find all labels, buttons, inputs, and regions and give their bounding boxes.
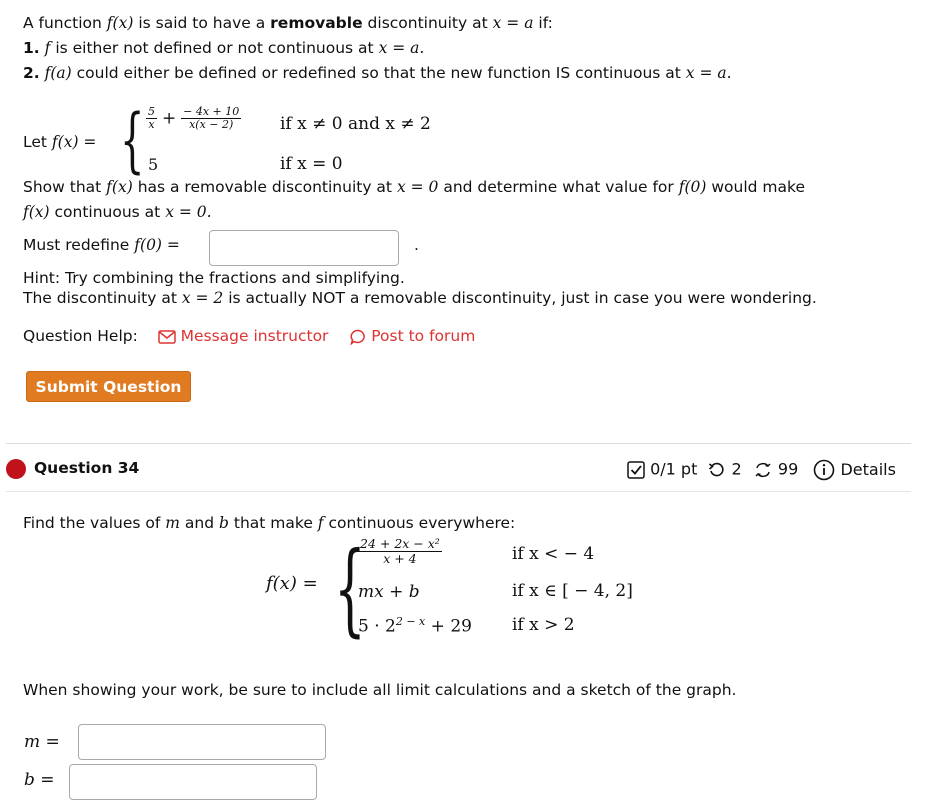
- left-brace: {: [120, 99, 145, 181]
- submit-question-button[interactable]: Submit Question: [26, 371, 191, 402]
- item-xeqa: x = a.: [685, 64, 732, 82]
- retries-count: 2: [731, 459, 742, 479]
- prompt-text: and: [184, 514, 215, 532]
- definition-item-2: [23, 64, 732, 82]
- task-xeq0: x = 0.: [165, 203, 212, 221]
- work-note: When showing your work, be sure to include all limit calculations and a sketch of the graph.: [23, 681, 737, 699]
- item-number: 2.: [23, 64, 40, 82]
- fraction-rational: [181, 106, 241, 131]
- redefine-text: Must redefine: [23, 236, 130, 254]
- definition-line: [23, 14, 553, 32]
- message-instructor-link[interactable]: [158, 327, 334, 345]
- question-title: Question 34: [34, 459, 140, 477]
- item-text: could either be defined or redefined so that the new function IS continuous at: [76, 64, 681, 82]
- def-text: A function: [23, 14, 102, 32]
- piece-2-expr: mx + b: [358, 582, 420, 602]
- let-text: Let: [23, 133, 47, 151]
- attempts-icon: [753, 461, 773, 479]
- piece-2-condition: if x = 0: [280, 154, 343, 174]
- checkbox-icon: [627, 461, 645, 479]
- hint-text: is actually NOT a removable discontinuity, just in case you were wondering.: [228, 289, 817, 307]
- let-label: [23, 133, 96, 151]
- redefine-label: [23, 236, 180, 254]
- hint-line-2: [23, 289, 817, 307]
- redefine-f0: f(0) =: [134, 236, 180, 254]
- header-divider: [6, 491, 911, 492]
- forum-link-label: Post to forum: [371, 327, 476, 345]
- prompt-text: Find the values of: [23, 514, 161, 532]
- def-fx: f(x): [106, 14, 134, 32]
- redefine-f0-input[interactable]: [209, 230, 399, 266]
- info-icon: [813, 459, 835, 481]
- task-fx: f(x): [23, 203, 50, 221]
- left-brace: {: [334, 530, 366, 647]
- task-line-2: [23, 203, 212, 221]
- p3-tail: + 29: [430, 616, 472, 637]
- task-text: would make: [711, 178, 805, 196]
- piece-1-condition: if x < − 4: [512, 544, 595, 564]
- chat-bubble-icon: [350, 329, 366, 345]
- prompt-text: that make: [233, 514, 313, 532]
- task-xeq0: x = 0: [396, 178, 439, 196]
- frac-num: 24 + 2x − x²: [360, 536, 440, 551]
- frac-den: x: [148, 118, 155, 132]
- item-fa: f(a): [44, 64, 72, 82]
- b-input[interactable]: [69, 764, 317, 800]
- question-meta: [627, 459, 896, 481]
- piece-2-value: 5: [148, 155, 159, 174]
- frac-den: x(x − 2): [189, 118, 234, 132]
- prompt-text: continuous everywhere:: [328, 514, 516, 532]
- def-removable: removable: [270, 14, 363, 32]
- piece-3-expr: [358, 615, 472, 637]
- details-label: Details: [840, 459, 896, 479]
- task-line-1: [23, 178, 805, 196]
- prompt-f: f: [317, 514, 324, 532]
- fraction-5-over-x: [146, 106, 157, 131]
- frac-den: x + 4: [383, 550, 417, 566]
- piece-3-condition: if x > 2: [512, 615, 575, 635]
- fx-label: f(x) =: [266, 573, 318, 594]
- redefine-period: .: [414, 236, 419, 254]
- m-input[interactable]: [78, 724, 326, 760]
- item-number: 1.: [23, 39, 40, 57]
- task-text: continuous at: [54, 203, 161, 221]
- def-xeqa: x = a: [492, 14, 534, 32]
- def-text: if:: [538, 14, 553, 32]
- hint-text: The discontinuity at: [23, 289, 177, 307]
- item-xeqa: x = a.: [378, 39, 425, 57]
- envelope-icon: [158, 330, 176, 344]
- task-fx: f(x): [106, 178, 133, 196]
- piece-1-expr: [358, 537, 442, 566]
- let-fx: f(x) =: [51, 133, 97, 151]
- hint-x: x = 2: [181, 289, 224, 307]
- divider: [6, 443, 911, 444]
- m-label: m =: [24, 732, 60, 752]
- fraction-quadratic: [358, 537, 442, 566]
- piece-1-condition: if x ≠ 0 and x ≠ 2: [280, 114, 431, 134]
- item-text: is either not defined or not continuous at: [55, 39, 374, 57]
- piece-2-condition: if x ∈ [ − 4, 2]: [512, 581, 633, 601]
- status-dot: [6, 459, 26, 479]
- q34-prompt: [23, 514, 515, 532]
- prompt-m: m: [165, 514, 180, 532]
- help-label: Question Help:: [23, 327, 138, 345]
- prompt-b: b: [219, 514, 229, 532]
- plus-sign: +: [161, 108, 177, 129]
- definition-item-1: [23, 39, 424, 57]
- frac-num: − 4x + 10: [183, 105, 240, 118]
- piece-1: [146, 106, 241, 131]
- p3-base: 5 · 2: [358, 616, 396, 637]
- post-to-forum-link[interactable]: [350, 327, 475, 345]
- details-toggle[interactable]: [813, 460, 896, 479]
- retry-icon: [708, 461, 726, 479]
- attempts-count: 99: [777, 459, 799, 479]
- score-text: 0/1 pt: [650, 459, 698, 479]
- def-text: is said to have a: [138, 14, 266, 32]
- task-text: Show that: [23, 178, 102, 196]
- frac-num: 5: [148, 105, 155, 118]
- item-f: f: [44, 39, 51, 57]
- task-text: has a removable discontinuity at: [137, 178, 393, 196]
- hint-line-1: Hint: Try combining the fractions and simplifying.: [23, 269, 405, 287]
- b-label: b =: [24, 770, 55, 790]
- task-text: and determine what value for: [443, 178, 674, 196]
- question-help: [23, 327, 475, 345]
- p3-exponent: 2 − x: [395, 615, 426, 628]
- message-link-label: Message instructor: [180, 327, 329, 345]
- task-f0: f(0): [678, 178, 707, 196]
- def-text: discontinuity at: [367, 14, 488, 32]
